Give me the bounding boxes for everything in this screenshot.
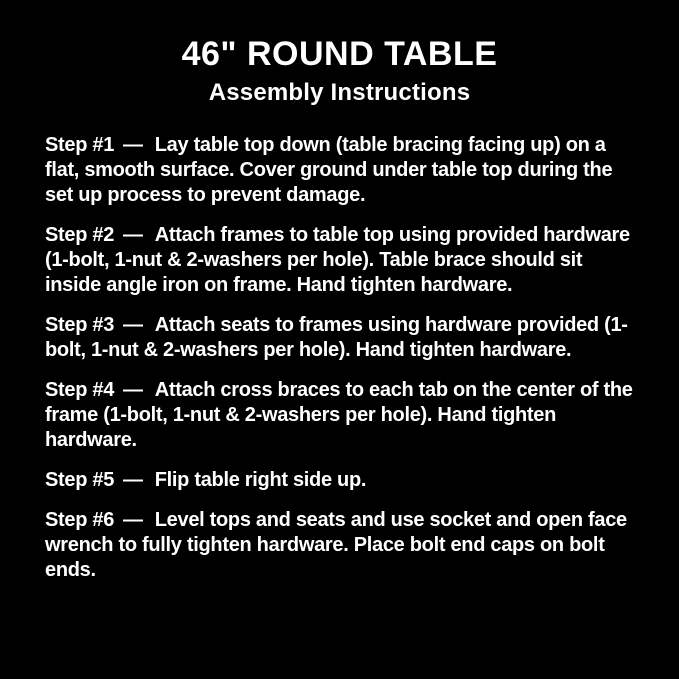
step-4-separator: — [123,379,143,401]
step-2-text: Attach frames to table top using provided hardware (1-bolt, 1-nut & 2-washers per hole). Table brace should sit inside angle iron on frame. Hand tighten hardware. [45,224,630,296]
step-4-text: Attach cross braces to each tab on the center of the frame (1-bolt, 1-nut & 2-washers per hole). Hand tighten hardware. [45,379,633,451]
step-5-label: Step #5 [45,469,115,491]
header [0,37,679,105]
step-5-separator: — [123,469,143,491]
steps-list [0,133,679,583]
step-6-separator: — [123,509,143,531]
step-1-paragraph [45,133,641,208]
step-5-text: Flip table right side up. [154,469,367,491]
step-6-text: Level tops and seats and use socket and open face wrench to fully tighten hardware. Place bolt end caps on bolt ends. [45,509,627,581]
step-1-label: Step #1 [45,134,115,156]
step-1-separator: — [123,134,143,156]
page-subtitle: Assembly Instructions [208,79,471,106]
step-2-paragraph [45,223,641,298]
step-6-paragraph [45,508,641,583]
step-3-label: Step #3 [45,314,115,336]
step-6-label: Step #6 [45,509,115,531]
step-4-paragraph [45,378,641,453]
step-3-separator: — [123,314,143,336]
page-title: 46" ROUND TABLE [181,35,498,73]
step-2-separator: — [123,224,143,246]
step-3-text: Attach seats to frames using hardware provided (1-bolt, 1-nut & 2-washers per hole). Hand tighten hardware. [45,314,628,361]
step-1-text: Lay table top down (table bracing facing up) on a flat, smooth surface. Cover ground under table top during the set up process to prevent damage. [45,134,613,206]
step-5-paragraph [45,468,641,493]
step-2-label: Step #2 [45,224,115,246]
step-4-label: Step #4 [45,379,115,401]
step-3-paragraph [45,313,641,363]
